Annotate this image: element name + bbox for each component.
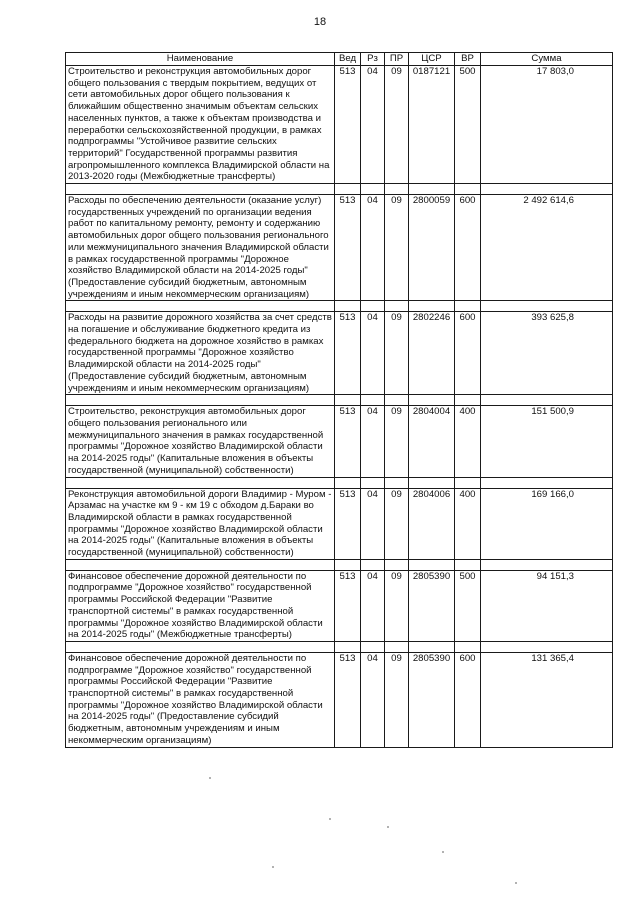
table-spacer-row [66, 559, 613, 570]
row-pr: 09 [385, 488, 409, 559]
table-spacer-row [66, 395, 613, 406]
row-pr: 09 [385, 406, 409, 477]
row-csr: 2804004 [409, 406, 455, 477]
row-csr: 0187121 [409, 66, 455, 184]
row-rz: 04 [361, 488, 385, 559]
table-row [66, 406, 613, 477]
row-csr: 2802246 [409, 312, 455, 395]
row-rz: 04 [361, 406, 385, 477]
row-name: Расходы по обеспечению деятельности (оказание услуг) государственных учреждений по организации ведения работ по капитальному ремонту, ремонту и содержанию автомобильных дорог общего пользования регионального или межмуниципального значения Владимирской области в рамках государственной программы "Дорожное хозяйство Владимирской области на 2014-2025 годы" (Предоставление субсидий бюджетным, автономным учреждениям и иным некоммерческим организациям) [66, 195, 335, 301]
table-spacer-row [66, 301, 613, 312]
row-ved: 513 [335, 652, 361, 747]
page-number: 18 [313, 16, 327, 28]
row-rz: 04 [361, 570, 385, 641]
row-rz: 04 [361, 652, 385, 747]
table-row [66, 312, 613, 395]
table-row [66, 570, 613, 641]
table-row [66, 195, 613, 301]
row-name: Реконструкция автомобильной дороги Владимир - Муром - Арзамас на участке км 9 - км 19 с обходом д.Бараки во Владимирской области в рамках государственной программы "Дорожное хозяйство Владимирской области на 2014-2025 годы" (Капитальные вложения в объекты государственной (муниципальной) собственности) [66, 488, 335, 559]
row-pr: 09 [385, 312, 409, 395]
row-ved: 513 [335, 66, 361, 184]
row-vr: 400 [455, 406, 481, 477]
row-rz: 04 [361, 195, 385, 301]
row-rz: 04 [361, 66, 385, 184]
header-vr: ВР [455, 53, 481, 66]
row-name: Строительство, реконструкция автомобильных дорог общего пользования регионального или межмуниципального значения в рамках государственной программы "Дорожное хозяйство Владимирской области на 2014-2025 годы" (Капитальные вложения в объекты государственной (муниципальной) собственности) [66, 406, 335, 477]
row-name: Финансовое обеспечение дорожной деятельности по подпрограмме "Дорожное хозяйство" государственной программы Российской Федерации "Развитие транспортной системы" в рамках государственной программы "Дорожное хозяйство Владимирской области на 2014-2025 годы" (Межбюджетные трансферты) [66, 570, 335, 641]
budget-table [65, 52, 613, 748]
scan-speck [209, 777, 211, 779]
row-sum: 94 151,3 [481, 570, 613, 641]
scan-speck [387, 826, 389, 828]
row-vr: 600 [455, 652, 481, 747]
scan-speck [442, 851, 444, 853]
row-ved: 513 [335, 195, 361, 301]
row-pr: 09 [385, 66, 409, 184]
row-vr: 400 [455, 488, 481, 559]
row-ved: 513 [335, 570, 361, 641]
header-sum: Сумма [481, 53, 613, 66]
row-csr: 2800059 [409, 195, 455, 301]
row-name: Расходы на развитие дорожного хозяйства за счет средств на погашение и обслуживание бюджетного кредита из федерального бюджета на дорожное хозяйство в рамках государственной программы "Дорожное хозяйство Владимирской области на 2014-2025 годы" (Предоставление субсидий бюджетным, автономным учреждениям и иным некоммерческим организациям) [66, 312, 335, 395]
row-csr: 2805390 [409, 570, 455, 641]
row-csr: 2805390 [409, 652, 455, 747]
row-name: Строительство и реконструкция автомобильных дорог общего пользования с твердым покрытием, ведущих от сети автомобильных дорог общего пользования к ближайшим общественно значимым объектам сельских населенных пунктов, а также к объектам производства и переработки сельскохозяйственной продукции, в рамках подпрограммы "Устойчивое развитие сельских территорий" Государственной программы развития агропромышленного комплекса Владимирской области на 2013-2020 годы (Межбюджетные трансферты) [66, 66, 335, 184]
scan-speck [515, 882, 517, 884]
row-vr: 600 [455, 312, 481, 395]
row-sum: 2 492 614,6 [481, 195, 613, 301]
row-rz: 04 [361, 312, 385, 395]
table-spacer-row [66, 477, 613, 488]
table-row [66, 66, 613, 184]
table-row [66, 488, 613, 559]
row-sum: 393 625,8 [481, 312, 613, 395]
row-sum: 131 365,4 [481, 652, 613, 747]
row-vr: 500 [455, 66, 481, 184]
row-ved: 513 [335, 488, 361, 559]
row-ved: 513 [335, 406, 361, 477]
row-sum: 169 166,0 [481, 488, 613, 559]
header-csr: ЦСР [409, 53, 455, 66]
row-vr: 500 [455, 570, 481, 641]
scan-speck [329, 818, 331, 820]
scan-speck [272, 866, 274, 868]
row-pr: 09 [385, 652, 409, 747]
header-ved: Вед [335, 53, 361, 66]
row-csr: 2804006 [409, 488, 455, 559]
header-name: Наименование [66, 53, 335, 66]
row-vr: 600 [455, 195, 481, 301]
row-sum: 151 500,9 [481, 406, 613, 477]
row-pr: 09 [385, 570, 409, 641]
header-pr: ПР [385, 53, 409, 66]
row-name: Финансовое обеспечение дорожной деятельности по подпрограмме "Дорожное хозяйство" государственной программы Российской Федерации "Развитие транспортной системы" в рамках государственной программы "Дорожное хозяйство Владимирской области на 2014-2025 годы" (Предоставление субсидий бюджетным, автономным учреждениям и иным некоммерческим организациям) [66, 652, 335, 747]
table-header-row [66, 53, 613, 66]
row-pr: 09 [385, 195, 409, 301]
table-spacer-row [66, 184, 613, 195]
row-ved: 513 [335, 312, 361, 395]
header-rz: Рз [361, 53, 385, 66]
table-spacer-row [66, 641, 613, 652]
table-row [66, 652, 613, 747]
row-sum: 17 803,0 [481, 66, 613, 184]
